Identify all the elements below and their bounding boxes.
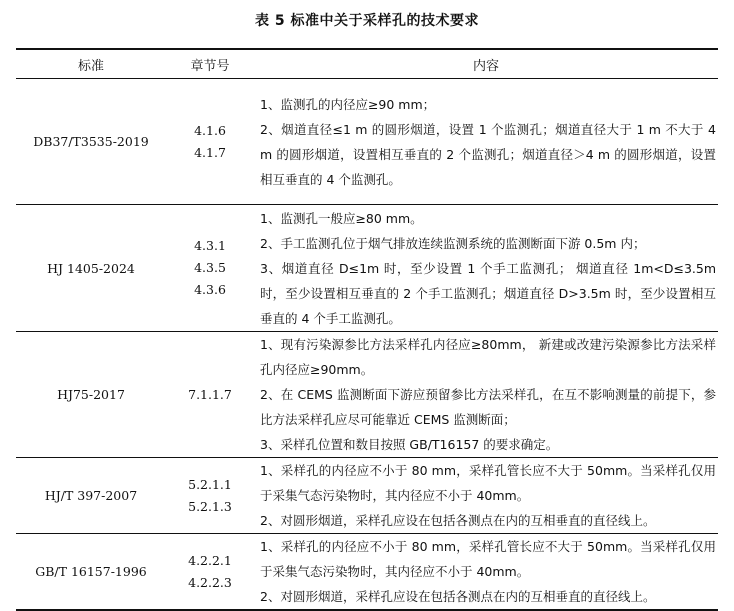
section-number: 5.2.1.1 bbox=[188, 476, 232, 492]
content-cell bbox=[254, 458, 718, 534]
content-item: 1、采样孔的内径应不小于 80 mm，采样孔管长应不大于 50mm。当采样孔仅用于采集气态污染物时，其内径应不小于 40mm。 bbox=[260, 463, 716, 503]
section-number: 4.1.6 bbox=[194, 122, 226, 138]
section-number: 4.1.7 bbox=[194, 144, 226, 160]
standard-cell: GB/T 16157-1996 bbox=[16, 534, 166, 611]
table-row bbox=[16, 458, 718, 534]
section-number: 4.2.2.1 bbox=[188, 552, 232, 568]
standard-cell: HJ/T 397-2007 bbox=[16, 458, 166, 534]
header-standard: 标准 bbox=[16, 49, 166, 79]
content-item: 1、监测孔的内径应≥90 mm； bbox=[260, 96, 436, 112]
content-cell bbox=[254, 205, 718, 332]
section-number: 4.3.5 bbox=[194, 260, 226, 275]
table-header-row bbox=[16, 49, 718, 79]
content-item: 2、对圆形烟道，采样孔应设在包括各测点在内的互相垂直的直径线上。 bbox=[260, 589, 656, 604]
section-number: 4.3.6 bbox=[194, 282, 226, 297]
header-section: 章节号 bbox=[166, 49, 254, 79]
header-content: 内容 bbox=[254, 49, 718, 79]
sampling-hole-requirements-table bbox=[16, 48, 718, 611]
content-cell bbox=[254, 332, 718, 458]
table-row bbox=[16, 205, 718, 332]
section-cell bbox=[166, 79, 254, 205]
standard-cell: HJ 1405-2024 bbox=[16, 205, 166, 332]
section-number: 7.1.1.7 bbox=[188, 386, 232, 402]
content-item: 3、烟道直径 D≤1m 时，至少设置 1 个手工监测孔； 烟道直径 1m<D≤3.5m 时，至少设置相互垂直的 2 个手工监测孔；烟道直径 D>3.5m 时，至少设置相互垂直的 4 个手工监测孔。 bbox=[260, 260, 716, 326]
section-number: 4.3.1 bbox=[194, 238, 226, 253]
section-cell bbox=[166, 458, 254, 534]
content-item: 2、在 CEMS 监测断面下游应预留参比方法采样孔，在互不影响测量的前提下，参比方法采样孔应尽可能靠近 CEMS 监测断面； bbox=[260, 387, 716, 427]
content-item: 1、采样孔的内径应不小于 80 mm，采样孔管长应不大于 50mm。当采样孔仅用于采集气态污染物时，其内径应不小于 40mm。 bbox=[260, 539, 716, 579]
content-item: 2、烟道直径≤1 m 的圆形烟道，设置 1 个监测孔；烟道直径大于 1 m 不大于 4 m 的圆形烟道，设置相互垂直的 2 个监测孔；烟道直径＞4 m 的圆形烟道，设置相互垂直的 4 个监测孔。 bbox=[260, 121, 716, 187]
content-item: 1、现有污染源参比方法采样孔内径应≥80mm， 新建或改建污染源参比方法采样孔内径应≥90mm。 bbox=[260, 337, 716, 377]
content-cell bbox=[254, 79, 718, 205]
section-number: 5.2.1.3 bbox=[188, 498, 232, 514]
standard-cell: DB37/T3535-2019 bbox=[16, 79, 166, 205]
standard-cell: HJ75-2017 bbox=[16, 332, 166, 458]
section-cell bbox=[166, 534, 254, 611]
table-row bbox=[16, 332, 718, 458]
table-row bbox=[16, 534, 718, 611]
content-cell bbox=[254, 534, 718, 611]
content-item: 3、采样孔位置和数目按照 GB/T16157 的要求确定。 bbox=[260, 437, 559, 452]
table-row bbox=[16, 79, 718, 205]
section-cell bbox=[166, 205, 254, 332]
content-item: 2、对圆形烟道，采样孔应设在包括各测点在内的互相垂直的直径线上。 bbox=[260, 513, 656, 528]
content-item: 2、手工监测孔位于烟气排放连续监测系统的监测断面下游 0.5m 内； bbox=[260, 235, 646, 251]
section-cell bbox=[166, 332, 254, 458]
section-number: 4.2.2.3 bbox=[188, 574, 232, 590]
table-caption: 表 5 标准中关于采样孔的技术要求 bbox=[255, 13, 479, 29]
content-item: 1、监测孔一般应≥80 mm。 bbox=[260, 210, 423, 226]
